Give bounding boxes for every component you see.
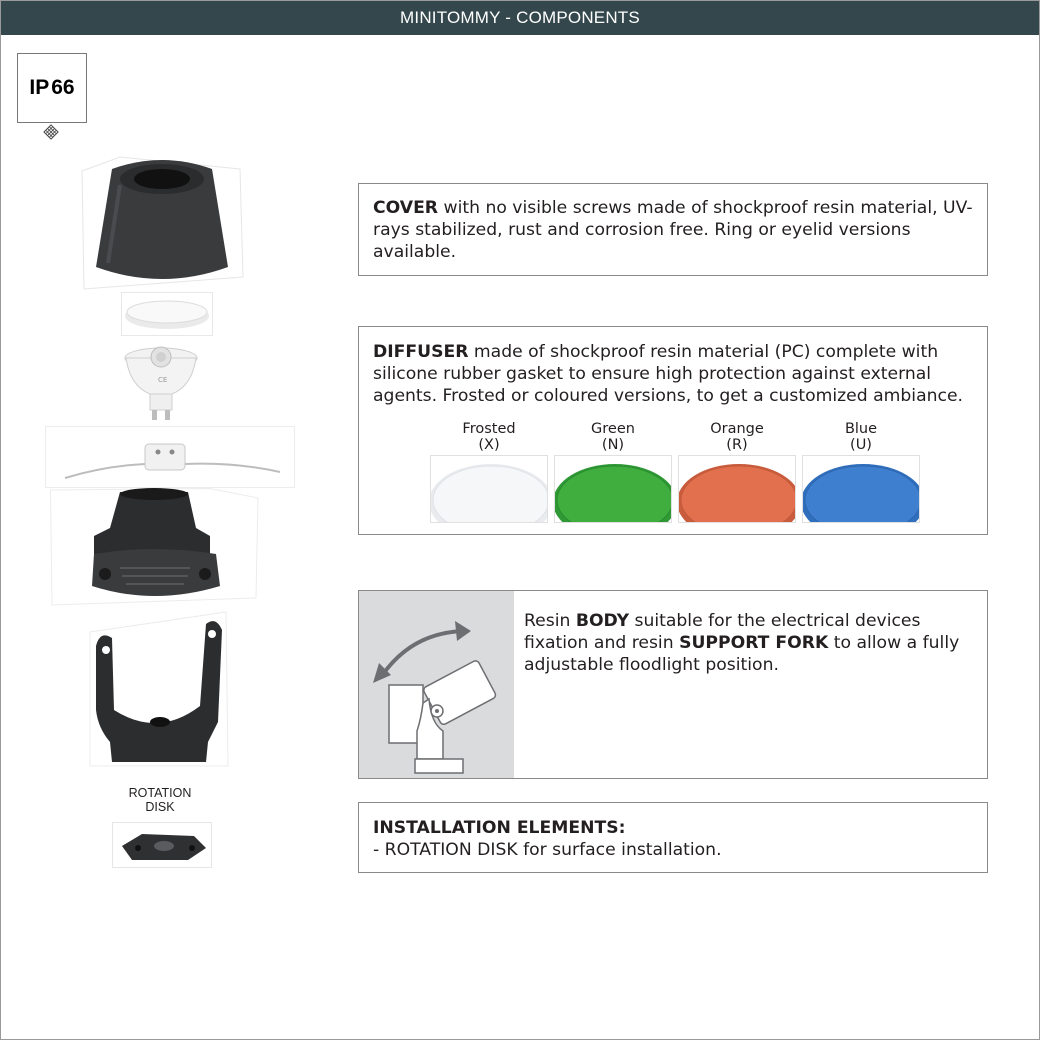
adjustable-floodlight-illustration [359, 591, 514, 778]
page-header: MINITOMMY - COMPONENTS [1, 1, 1039, 35]
diamond-grid-icon [43, 124, 59, 140]
frosted-diffuser-image [430, 455, 548, 523]
option-code: (N) [601, 437, 625, 453]
installation-description [373, 817, 973, 861]
ip-value: 66 [51, 76, 75, 99]
blue-diffuser-image [802, 455, 920, 523]
option-code: (X) [478, 437, 500, 453]
diffuser-option-orange [678, 421, 796, 523]
ip-prefix: IP [29, 76, 50, 99]
diffuser-option-blue [802, 421, 920, 523]
body-text-3: to allow a fully adjustable floodlight position. [524, 633, 960, 675]
cover-text: with no visible screws made of shockproof resin material, UV-rays stabilized, rust and corrosion free. Ring or eyelid versions available. [373, 198, 973, 262]
body-keyword: BODY [575, 611, 630, 631]
support-fork-image [88, 610, 230, 768]
option-name: Green [591, 421, 635, 437]
body-text-2: suitable for the electrical devices fixation and resin [524, 611, 921, 653]
option-code: (R) [726, 437, 748, 453]
body-image [50, 488, 260, 606]
diffuser-option-green [554, 421, 672, 523]
ip-rating-badge [17, 53, 87, 123]
body-panel [358, 590, 988, 779]
cover-description [373, 197, 973, 263]
lampholder-image [45, 426, 295, 488]
option-name: Frosted [462, 421, 516, 437]
installation-heading: INSTALLATION ELEMENTS: [373, 818, 626, 838]
green-diffuser-image [554, 455, 672, 523]
cover-image [80, 155, 245, 292]
diffuser-panel [358, 326, 988, 535]
diffuser-keyword: DIFFUSER [373, 342, 469, 362]
option-name: Blue [844, 421, 878, 437]
diffuser-option-frosted [430, 421, 548, 523]
diffuser-description [373, 341, 983, 407]
rotation-label-line2: DISK [145, 800, 175, 814]
led-lamp-image [120, 342, 202, 424]
support-fork-keyword: SUPPORT FORK [679, 633, 829, 653]
body-description [524, 610, 974, 676]
rotation-disk-image [112, 822, 212, 868]
installation-panel [358, 802, 988, 873]
cover-panel [358, 183, 988, 276]
rotation-label-line1: ROTATION [128, 786, 192, 800]
installation-line: - ROTATION DISK for surface installation. [373, 840, 722, 860]
rotation-disk-label [110, 786, 210, 814]
svg-text:CE: CE [158, 376, 168, 384]
option-code: (U) [850, 437, 872, 453]
diffuser-image [121, 292, 213, 336]
option-name: Orange [710, 421, 764, 437]
cover-keyword: COVER [373, 198, 439, 218]
body-text-1: Resin [524, 611, 576, 631]
orange-diffuser-image [678, 455, 796, 523]
diffuser-text: made of shockproof resin material (PC) complete with silicone rubber gasket to ensure high protection against external agents. Frosted or coloured versions, to get a customized ambiance. [373, 342, 963, 406]
